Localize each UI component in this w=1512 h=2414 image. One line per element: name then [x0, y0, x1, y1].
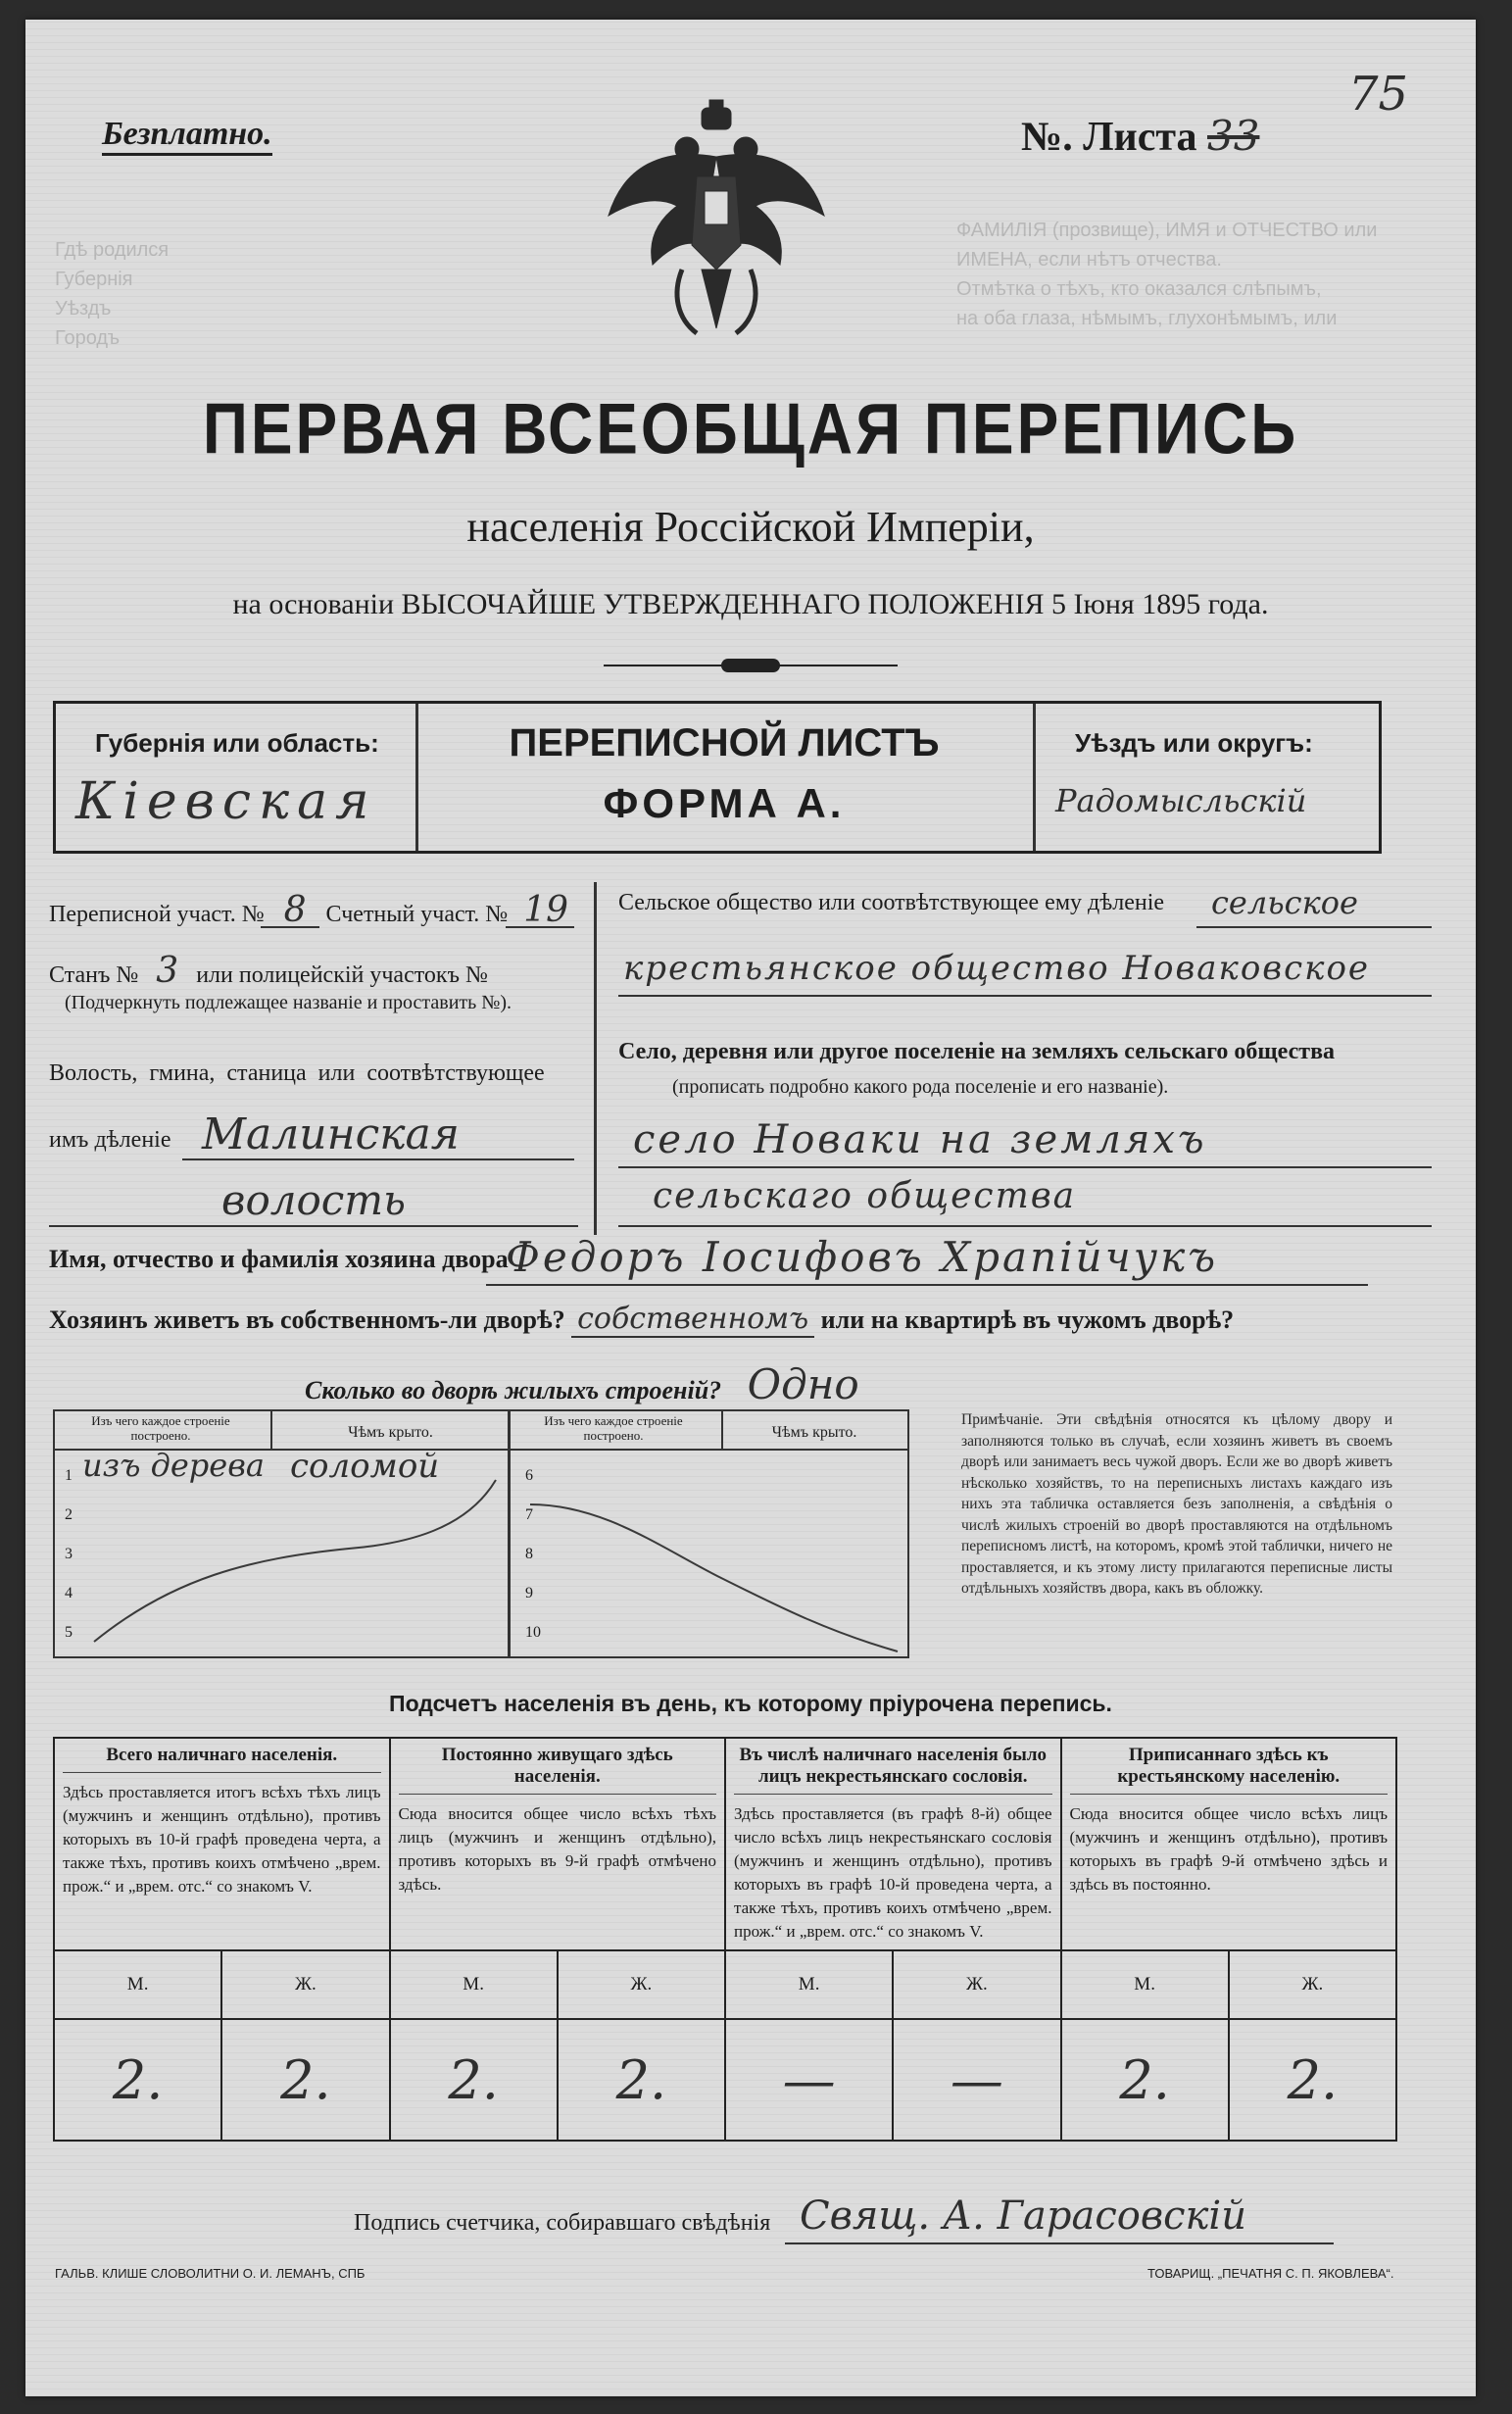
owner-lives-row — [49, 1302, 1234, 1336]
count-col-desc: Здѣсь проставляется итогъ всѣхъ тѣхъ лицъ (мужчинъ и женщинъ отдѣльно), противъ которыхъ въ 10-й графѣ проведена черта, а также тѣхъ, противъ коихъ отмѣчено „врем. прож.“ и „врем. отс.“ со знакомъ V. — [63, 1783, 381, 1896]
buildings-label: Сколько во дворѣ жилыхъ строеній? — [305, 1376, 722, 1404]
buildings-col3-header: Изъ чего каждое строеніе построено. — [544, 1413, 683, 1443]
schet-value: 19 — [523, 890, 569, 930]
count-col-desc: Сюда вносится общее число всѣхъ тѣхъ лицъ (мужчинъ и женщинъ отдѣльно), противъ которыхъ въ 9-й графѣ отмѣчено здѣсь. — [398, 1804, 716, 1894]
gubernia-label: Губернія или область: — [95, 728, 379, 758]
sheet-number-handwritten: 75 — [1348, 67, 1409, 122]
uchast-label: Переписной участ. № — [49, 902, 265, 927]
sheet-number-label: №. Листа — [1021, 115, 1197, 160]
count-col-permanent — [390, 1738, 726, 1950]
row-number: 2 — [65, 1506, 73, 1523]
form-subtitle: ФОРМА А. — [603, 780, 846, 826]
footer-printer-right: ТОВАРИЩ. „ПЕЧАТНЯ С. П. ЯКОВЛЕВА“. — [1147, 2266, 1394, 2281]
count-col-non-peasant — [725, 1738, 1061, 1950]
village-note: (прописать подробно какого рода поселеніе и его названіе). — [672, 1076, 1169, 1098]
count-value: 2. — [558, 2019, 725, 2141]
owner-lives-value: собственномъ — [571, 1302, 814, 1338]
count-sex-row — [54, 1950, 1396, 2019]
bleed-line: ФАМИЛІЯ (прозвище), ИМЯ и ОТЧЕСТВО или — [956, 220, 1378, 241]
count-col-header: Постоянно живущаго здѣсь населенія. — [399, 1745, 717, 1795]
row-number: 7 — [525, 1506, 533, 1523]
society-value-2: крестьянское общество Новаковское — [623, 949, 1371, 988]
bleed-line: Отмѣтка о тѣхъ, кто оказался слѣпымъ, — [956, 278, 1322, 300]
sex-label: М. — [54, 1950, 221, 2019]
uezd-label: Уѣздъ или округъ: — [1075, 728, 1313, 758]
sex-label: Ж. — [558, 1950, 725, 2019]
building-1-roof: соломой — [290, 1447, 440, 1486]
village-value: село Новаки на земляхъ — [633, 1117, 1207, 1162]
volost-value: Малинская — [202, 1109, 460, 1159]
volost-label: Волость, гмина, станица или соотвѣтствующее — [49, 1060, 545, 1086]
owner-name-label: Имя, отчество и фамилія хозяина двора — [49, 1245, 509, 1273]
bleed-line: Гдѣ родился — [55, 239, 170, 261]
uchast-value: 8 — [283, 890, 307, 930]
uchast-row — [49, 890, 578, 930]
form-title: ПЕРЕПИСНОЙ ЛИСТЪ — [509, 721, 940, 764]
owner-lives-label-2: или на квартирѣ въ чужомъ дворѣ? — [820, 1306, 1235, 1334]
buildings-col1-header: Изъ чего каждое строеніе построено. — [91, 1413, 230, 1443]
buildings-value: Одно — [747, 1360, 859, 1408]
bleed-line: ИМЕНА, если нѣтъ отчества. — [956, 249, 1222, 271]
sex-label: М. — [725, 1950, 893, 2019]
count-col-header: Всего наличнаго населенія. — [63, 1745, 381, 1773]
row-number: 9 — [525, 1585, 533, 1601]
sex-label: Ж. — [221, 1950, 389, 2019]
count-value: — — [893, 2019, 1060, 2141]
owner-lives-label: Хозяинъ живетъ въ собственномъ-ли дворѣ? — [49, 1306, 565, 1334]
count-value: 2. — [1061, 2019, 1229, 2141]
sex-label: М. — [1061, 1950, 1229, 2019]
form-header-box — [53, 701, 1382, 854]
population-count-table — [53, 1737, 1397, 2142]
row-number: 6 — [525, 1467, 533, 1484]
buildings-strike-lines — [55, 1411, 907, 1656]
count-section-title: Подсчетъ населенія въ день, къ которому пріурочена перепись. — [389, 1691, 1112, 1716]
village-value-2: сельскаго общества — [653, 1176, 1077, 1216]
sex-label: М. — [390, 1950, 558, 2019]
count-col-total — [54, 1738, 390, 1950]
count-value: 2. — [54, 2019, 221, 2141]
village-label: Село, деревня или другое поселеніе на земляхъ сельскаго общества — [618, 1039, 1336, 1064]
sex-label: Ж. — [1229, 1950, 1396, 2019]
row-number: 8 — [525, 1546, 533, 1562]
gubernia-value: Кіевская — [75, 772, 377, 831]
note-text: Примѣчаніе. Эти свѣдѣнія относятся къ цѣлому двору и заполняются только въ случаѣ, если хозяинъ живетъ въ своемъ дворѣ или занимаетъ весь чужой дворъ. Если же во дворѣ живетъ нѣсколько хозяйствъ, то на переписныхъ листахъ каждаго изъ нихъ эта табличка оставляется безъ заполненія, а свѣдѣнія о числѣ жилыхъ строеній во дворѣ проставляются на отдѣльномъ переписномъ листѣ, на которомъ, кромѣ этой таблички, ничего не проставляется, и къ этому листу прилагаются переписные листы отдѣльныхъ хозяйствъ двора, какъ въ обложку. — [961, 1411, 1392, 1597]
free-label: Безплатно. — [102, 116, 272, 156]
sheet-number — [1021, 112, 1259, 161]
bleed-line: Губернія — [55, 269, 133, 290]
society-label: Сельское общество или соотвѣтствующее ему дѣленіе — [618, 890, 1165, 915]
count-col-desc: Здѣсь проставляется (въ графѣ 8-й) общее число всѣхъ лицъ некрестьянскаго сословія (мужчинъ и женщинъ отдѣльно), противъ которыхъ въ графѣ 10-й проведена черта, а также тѣхъ, противъ коихъ отмѣчено „врем. прож.“ и „врем. отс.“ со знакомъ V. — [734, 1804, 1052, 1941]
schet-label: Счетный участ. № — [325, 902, 509, 927]
buildings-row — [305, 1360, 859, 1408]
row-number: 4 — [65, 1585, 73, 1601]
signature-value: Свящ. А. Гарасовскій — [800, 2193, 1246, 2239]
count-col-header: Въ числѣ наличнаго населенія было лицъ некрестьянскаго сословія. — [734, 1745, 1052, 1795]
count-value: 2. — [390, 2019, 558, 2141]
row-number: 5 — [65, 1624, 73, 1641]
bleed-line: Городъ — [55, 327, 121, 349]
bleed-line: Уѣздъ — [55, 298, 112, 320]
census-sheet — [25, 20, 1476, 2396]
subtitle: населенія Россійской Имперіи, — [466, 503, 1035, 551]
stan-row — [49, 951, 578, 991]
buildings-col2-header: Чѣмъ крыто. — [348, 1424, 433, 1441]
buildings-table — [53, 1409, 909, 1658]
buildings-col4-header: Чѣмъ крыто. — [771, 1424, 857, 1441]
count-value: — — [725, 2019, 893, 2141]
count-col-header: Приписаннаго здѣсь къ крестьянскому населенію. — [1070, 1745, 1389, 1795]
main-title: ПЕРВАЯ ВСЕОБЩАЯ ПЕРЕПИСЬ — [202, 387, 1299, 469]
footer-printer-left: ГАЛЬВ. КЛИШЕ СЛОВОЛИТНИ О. И. ЛЕМАНЪ, СПБ — [55, 2266, 366, 2281]
count-col-desc: Сюда вносится общее число всѣхъ лицъ (мужчинъ и женщинъ отдѣльно), противъ которыхъ въ графѣ 9-й отмѣчено здѣсь и здѣсь въ постоянно. — [1069, 1804, 1388, 1894]
owner-name-value: Федоръ Іосифовъ Храпійчукъ — [506, 1233, 1219, 1281]
row-number: 1 — [65, 1467, 73, 1484]
uezd-value: Радомысльскій — [1055, 782, 1307, 819]
count-header-row — [54, 1738, 1396, 1950]
volost-label-2: имъ дѣленіе — [49, 1127, 171, 1153]
legal-basis: на основаніи ВЫСОЧАЙШЕ УТВЕРЖДЕННАГО ПОЛОЖЕНІЯ 5 Іюня 1895 года. — [232, 588, 1269, 620]
signature-label: Подпись счетчика, собиравшаго свѣдѣнія — [354, 2210, 771, 2236]
count-col-registered — [1061, 1738, 1397, 1950]
stan-value: 3 — [156, 951, 179, 991]
imperial-eagle-emblem — [604, 98, 829, 343]
police-label: или полицейскій участокъ № — [196, 962, 488, 988]
bleed-through-right — [956, 216, 1446, 333]
bleed-line: на оба глаза, нѣмымъ, глухонѣмымъ, или — [956, 308, 1338, 329]
ornament-divider — [604, 659, 898, 672]
society-value: сельское — [1211, 884, 1358, 921]
volost-value-2: волость — [221, 1176, 406, 1224]
bleed-through-left — [55, 235, 604, 353]
count-value: 2. — [221, 2019, 389, 2141]
building-1-material: изъ дерева — [82, 1447, 265, 1484]
sex-label: Ж. — [893, 1950, 1060, 2019]
stan-note: (Подчеркнуть подлежащее названіе и проставить №). — [65, 992, 512, 1013]
row-number: 3 — [65, 1546, 73, 1562]
count-value: 2. — [1229, 2019, 1396, 2141]
stan-label: Станъ № — [49, 962, 139, 988]
count-values-row — [54, 2019, 1396, 2141]
row-number: 10 — [525, 1624, 541, 1641]
sheet-number-crossed: 33 — [1206, 112, 1260, 160]
fields-divider — [594, 882, 597, 1235]
